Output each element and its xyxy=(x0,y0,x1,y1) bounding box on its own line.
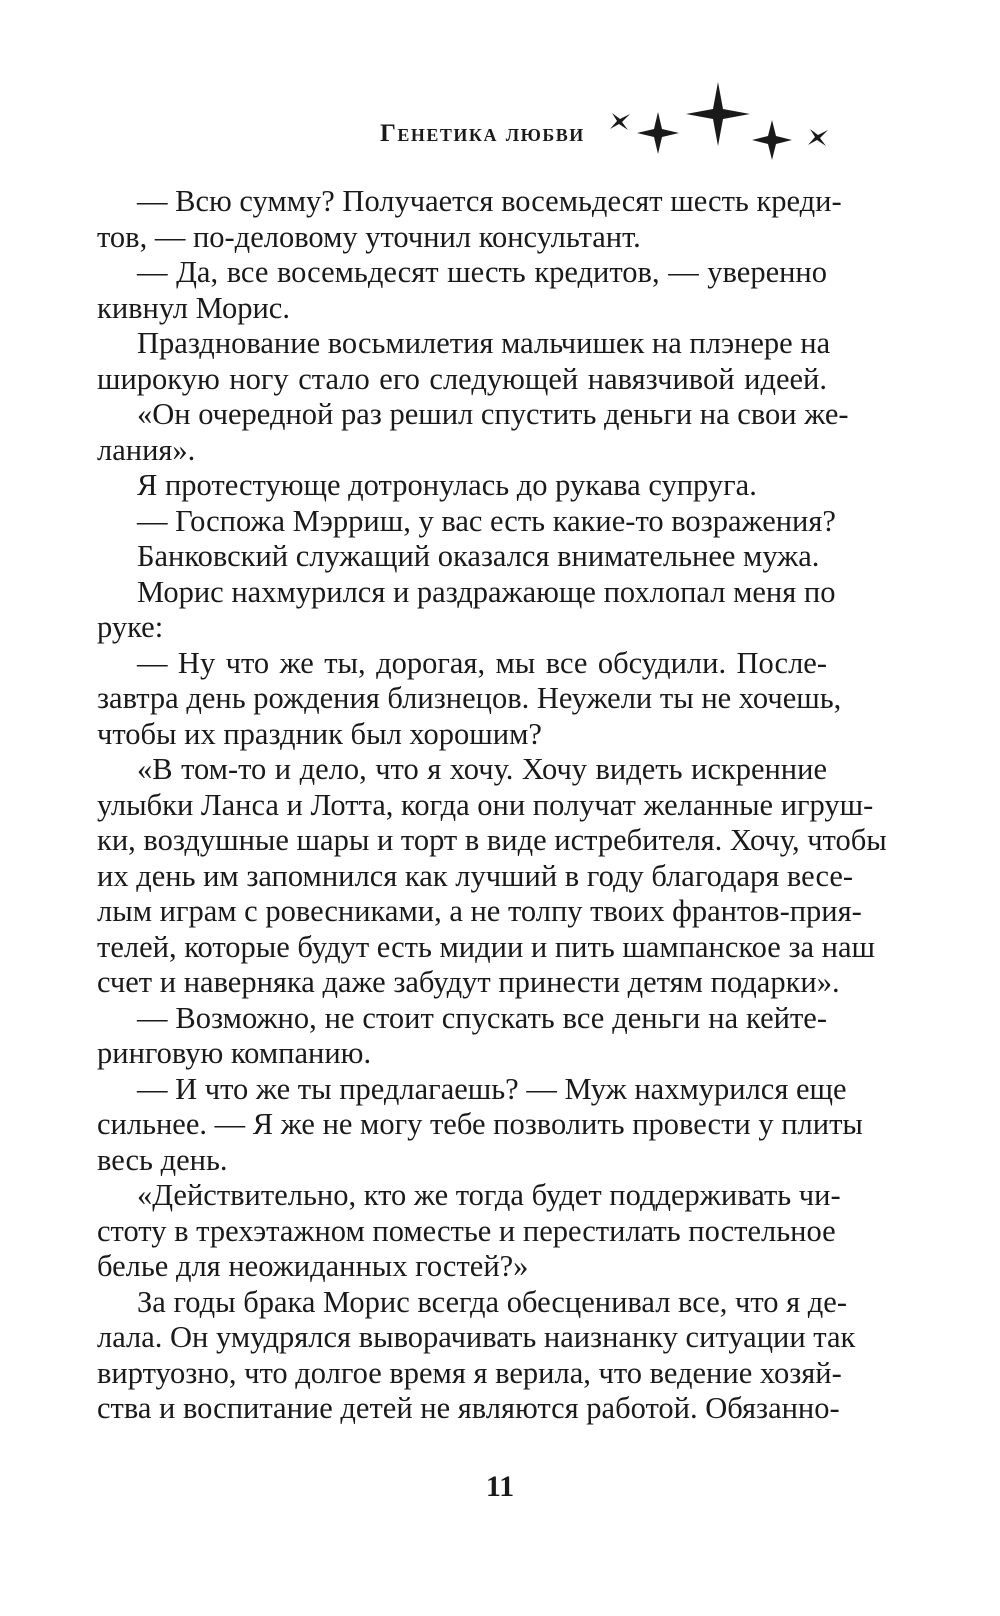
medium-star-icon xyxy=(752,120,792,160)
small-star-icon xyxy=(610,113,630,130)
small-star-icon xyxy=(808,129,828,146)
text-line: — Ну что же ты, дорогая, мы все обсудили. После- xyxy=(137,645,827,680)
body-text xyxy=(97,184,887,1427)
text-line: ки, воздушные шары и торт в виде истребителя. Хочу, чтобы xyxy=(97,823,887,857)
large-star-icon xyxy=(686,82,750,146)
text-line: улыбки Ланса и Лотта, когда они получат желанные игруш- xyxy=(97,787,874,822)
text-line: — Возможно, не стоит спускать все деньги на кейте- xyxy=(137,1000,827,1035)
text-line: весь день. xyxy=(97,1142,228,1177)
text-line: завтра день рождения близнецов. Неужели ты не хочешь, xyxy=(97,681,842,715)
text-line: телей, которые будут есть мидии и пить шампанское за наш xyxy=(97,929,876,964)
running-title: Генетика любви xyxy=(380,120,585,147)
text-line: тов, — по-деловому уточнил консультант. xyxy=(97,219,641,254)
text-line: Я протестующе дотронулась до рукава супруга. xyxy=(137,468,757,502)
text-line: кивнул Морис. xyxy=(97,290,290,325)
text-line: ринговую компанию. xyxy=(97,1036,372,1070)
running-head xyxy=(0,0,1000,190)
text-line: виртуозно, что долгое время я верила, что ведение хозяй- xyxy=(97,1355,842,1390)
text-line: — И что же ты предлагаешь? — Муж нахмурился еще xyxy=(137,1071,847,1106)
text-line: сильнее. — Я же не могу тебе позволить провести у плиты xyxy=(97,1107,863,1141)
page-number: 11 xyxy=(485,1470,515,1503)
text-line: Банковский служащий оказался внимательнее мужа. xyxy=(137,539,820,573)
text-line: руке: xyxy=(97,610,164,644)
text-line: счет и наверняка даже забудут принести детям подарки». xyxy=(97,965,840,999)
text-line: За годы брака Морис всегда обесценивал все, что я де- xyxy=(137,1284,847,1319)
text-line: — Госпожа Мэрриш, у вас есть какие-то возражения? xyxy=(137,503,836,538)
text-line: белье для неожиданных гостей?» xyxy=(97,1249,529,1283)
text-line: — Да, все восемьдесят шесть кредитов, — уверенно xyxy=(137,255,827,289)
text-line: стоту в трехэтажном поместье и перестилать постельное xyxy=(97,1213,836,1248)
text-line: Празднование восьмилетия мальчишек на плэнере на xyxy=(137,326,831,360)
text-line: Морис нахмурился и раздражающе похлопал меня по xyxy=(137,574,836,609)
text-line: их день им запомнился как лучший в году благодаря весе- xyxy=(97,858,854,893)
text-line: чтобы их праздник был хорошим? xyxy=(97,716,542,751)
text-line: — Всю сумму? Получается восемьдесят шесть креди- xyxy=(137,184,842,218)
text-line: ства и воспитание детей не являются работой. Обязанно- xyxy=(97,1391,840,1425)
stars-ornament-icon xyxy=(600,80,860,170)
text-line: «Он очередной раз решил спустить деньги на свои же- xyxy=(137,397,849,431)
medium-star-icon xyxy=(637,112,679,154)
text-line: лала. Он умудрялся выворачивать наизнанку ситуации так xyxy=(97,1320,856,1354)
text-line: лым играм с ровесниками, а не толпу твоих франтов-прия- xyxy=(97,894,862,928)
text-line: «В том-то и дело, что я хочу. Хочу видеть искренние xyxy=(137,752,827,786)
text-line: широкую ногу стало его следующей навязчивой идеей. xyxy=(97,361,827,396)
text-line: лания». xyxy=(97,432,196,467)
text-line: «Действительно, кто же тогда будет поддерживать чи- xyxy=(137,1178,841,1212)
